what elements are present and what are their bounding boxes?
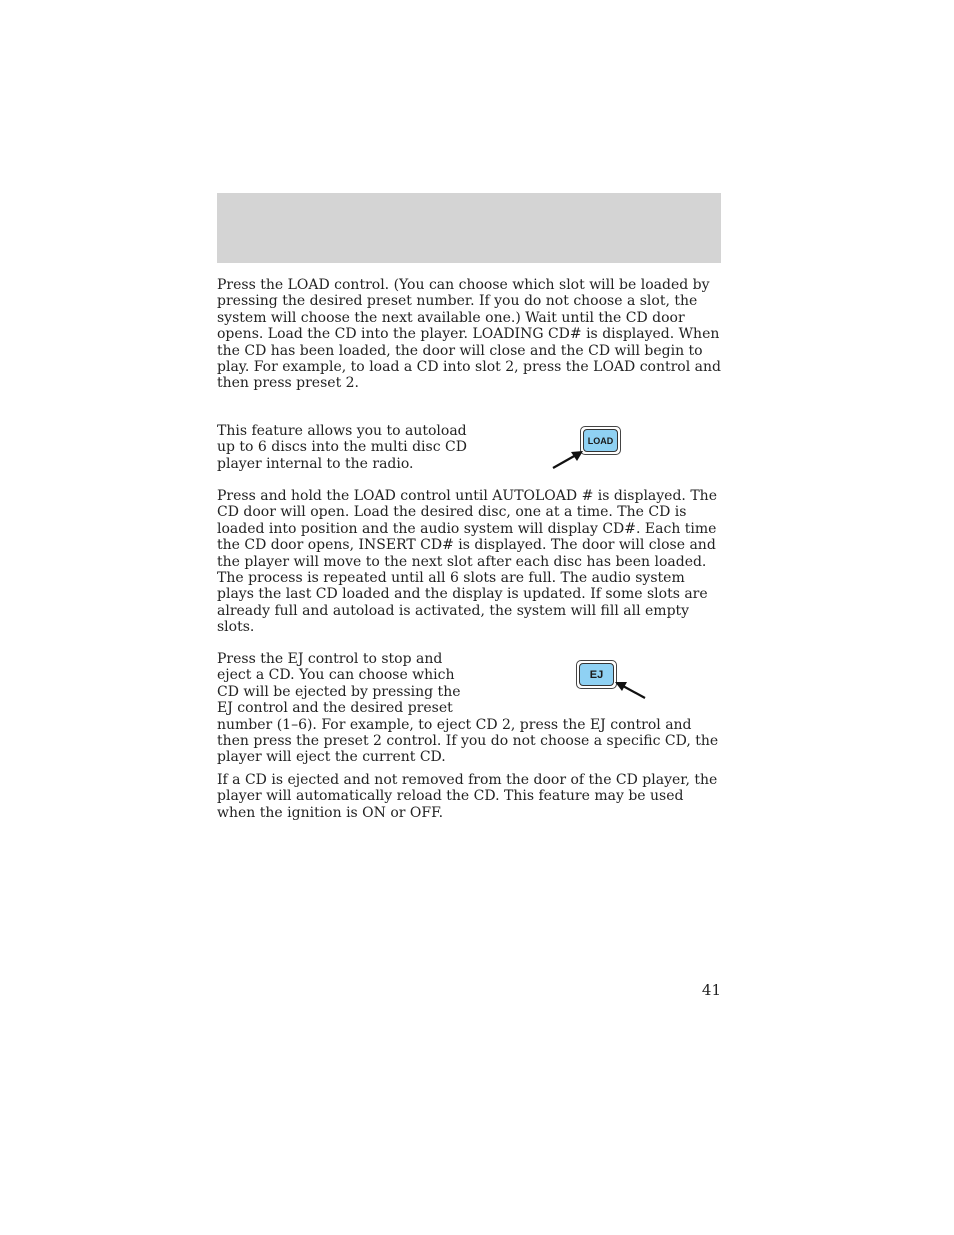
eject-line-2: eject a CD. You can choose which xyxy=(217,667,455,684)
eject-button-label: EJ xyxy=(579,663,614,686)
load-pointer-arrow-icon xyxy=(550,448,590,472)
eject-line-4: EJ control and the desired preset xyxy=(217,700,453,717)
eject-paragraph xyxy=(217,651,723,766)
eject-pointer-arrow-icon xyxy=(612,680,648,702)
autoload-intro-paragraph: This feature allows you to autoload up to 6 discs into the multi disc CD player internal to the radio. xyxy=(217,423,467,472)
load-paragraph: Press the LOAD control. (You can choose which slot will be loaded by pressing the desired preset number. If you do not choose a slot, the system will choose the next available one.) Wait until the CD door opens. Load the CD into the player. LOADING CD# is displayed. When the CD has been loaded, the door will close and the CD will begin to play. For example, to load a CD into slot 2, press the LOAD control and then press preset 2. xyxy=(217,277,721,392)
page-number: 41 xyxy=(701,981,721,999)
eject-line-5: number (1–6). For example, to eject CD 2, press the EJ control and then press the preset 2 control. If you do not choose a specific CD, the player will eject the current CD. xyxy=(217,716,719,766)
load-button-label: LOAD xyxy=(583,429,618,452)
eject-button-illustration xyxy=(576,660,617,689)
reload-paragraph: If a CD is ejected and not removed from the door of the CD player, the player will automatically reload the CD. This feature may be used when the ignition is ON or OFF. xyxy=(217,772,718,821)
eject-line-3: CD will be ejected by pressing the xyxy=(217,683,461,700)
eject-line-1: Press the EJ control to stop and xyxy=(217,651,443,667)
section-header-band xyxy=(217,193,721,263)
autoload-steps-paragraph: Press and hold the LOAD control until AUTOLOAD # is displayed. The CD door will open. Load the desired disc, one at a time. The CD is loaded into position and the audio system will display CD#. Each time the CD door opens, INSERT CD# is displayed. The door will close and the player will move to the next slot after each disc has been loaded. The process is repeated until all 6 slots are full. The audio system plays the last CD loaded and the display is updated. If some slots are already full and autoload is activated, the system will fill all empty slots. xyxy=(217,488,717,636)
